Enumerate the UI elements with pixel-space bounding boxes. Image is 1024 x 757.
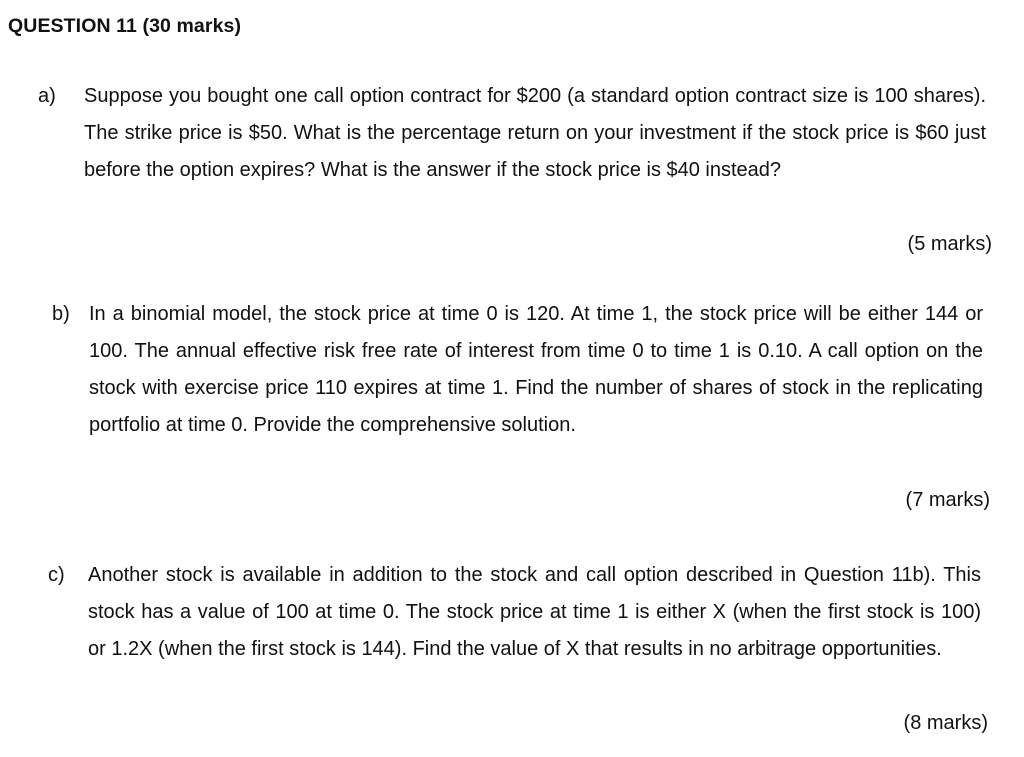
part-c-text: Another stock is available in addition to the stock and call option described in Question 11b). This stock has a value of 100 at time 0. The stock price at time 1 is either X (when the first stock is 100) or 1.2X (when the first stock is 144). Find the value of X that results in no arbitrage opportunities. (88, 564, 981, 660)
part-a-text: Suppose you bought one call option contract for $200 (a standard option contract size is 100 shares). The strike price is $50. What is the percentage return on your investment if the stock price is $60 just before the option expires? What is the answer if the stock price is $40 instead? (84, 85, 986, 181)
part-b-marks: (7 marks) (905, 489, 990, 511)
part-c-marks: (8 marks) (903, 712, 988, 734)
part-b-label: b) (52, 303, 70, 325)
part-b-text: In a binomial model, the stock price at time 0 is 120. At time 1, the stock price will be either 144 or 100. The annual effective risk free rate of interest from time 0 to time 1 is 0.10. A call option on the stock with exercise price 110 expires at time 1. Find the number of shares of stock in the replicating portfolio at time 0. Provide the comprehensive solution. (89, 303, 983, 436)
part-a-label: a) (38, 85, 56, 107)
question-heading: QUESTION 11 (30 marks) (8, 15, 242, 37)
part-c-label: c) (48, 564, 65, 586)
part-a-marks: (5 marks) (907, 233, 992, 255)
